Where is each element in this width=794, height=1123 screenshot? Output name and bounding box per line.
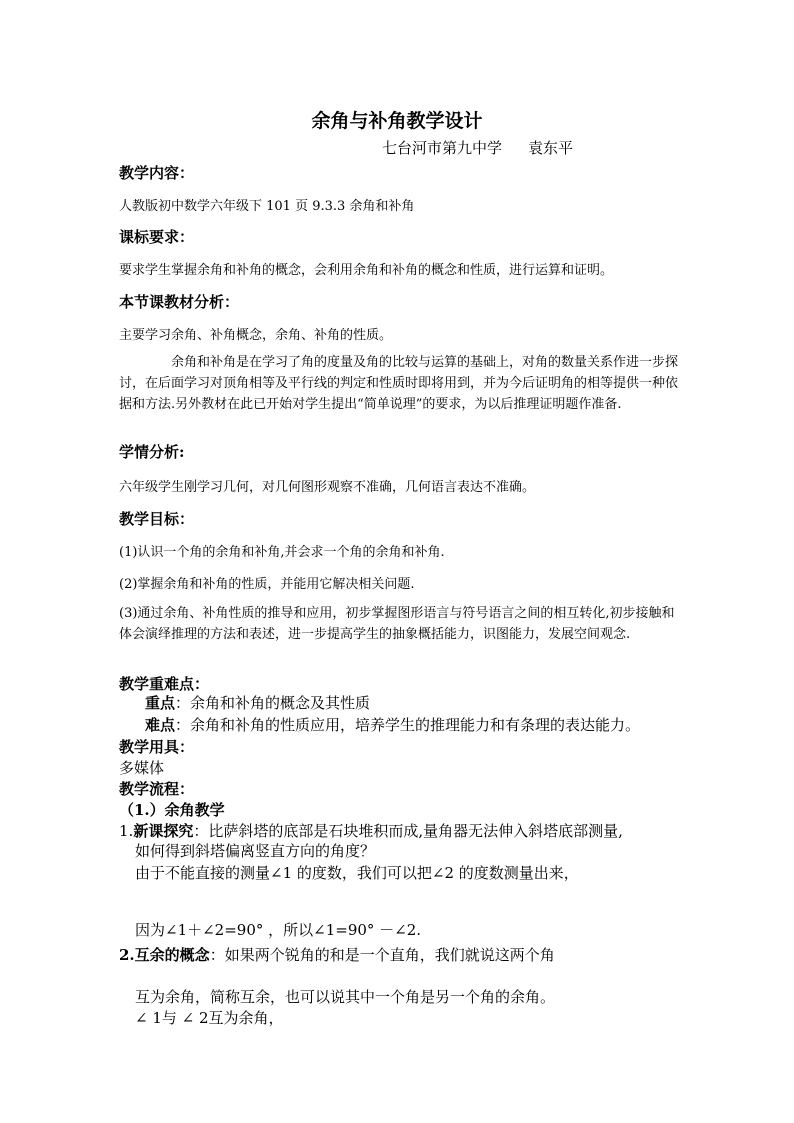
difficulty-point [145,714,640,735]
complement-label: 互余的概念 [134,946,210,964]
new-lesson-label: 新课探究 [133,822,194,840]
heading-tools: 教学用具： [119,738,195,756]
difficulty-text: ：余角和补角的性质应用，培养学生的推理能力和有条理的表达能力。 [175,716,641,734]
difficulty-label: 难点 [145,716,176,734]
goal-2: (2)掌握余角和补角的性质，并能用它解决相关问题. [119,577,415,592]
key-point-label: 重点 [145,694,176,712]
new-lesson-text-2: 如何得到斜塔偏离竖直方向的角度？ [135,842,376,860]
tools-text: 多媒体 [119,759,165,777]
goal-3: (3)通过余角、补角性质的推导和应用，初步掌握图形语言与符号语言之间的相互转化,初步接触和体会演绎推理的方法和表述，进一步提高学生的抽象概括能力，识图能力，发展空间观念. [119,606,675,642]
school-name: 七台河市第九中学 [382,139,503,157]
heading-analysis: 本节课教材分析： [119,293,240,311]
heading-learner: 学情分析: [119,443,185,461]
new-lesson-number: 1. [119,822,134,840]
author-name: 袁东平 [528,139,574,157]
content-text: 人教版初中数学六年级下 101 页 9.3.3 余角和补角 [119,199,415,214]
step1-heading: （1.）余角教学 [119,801,225,819]
complement-text-2: 互为余角，简称互余，也可以说其中一个角是另一个角的余角。 [135,988,556,1006]
new-lesson-text-3: 由于不能直接的测量∠1 的度数，我们可以把∠2 的度数测量出来， [135,864,579,882]
analysis-text-2: 余角和补角是在学习了角的度量及角的比较与运算的基础上，对角的数量关系作进一步探讨，在后面学习对顶角相等及平行线的判定和性质时即将用到，并为今后证明角的相等提供一种依据和方法.另外教材在此已开始对学生提出“简单说理”的要求，为以后推理证明题作准备. [119,355,679,412]
goal-1: (1)认识一个角的余角和补角,并会求一个角的余角和补角. [119,545,445,560]
learner-text: 六年级学生刚学习几何，对几何图形观察不准确，几何语言表达不准确。 [119,480,536,495]
standard-text: 要求学生掌握余角和补角的概念，会利用余角和补角的概念和性质，进行运算和证明。 [119,263,614,278]
new-lesson-text: ：比萨斜塔的底部是石块堆积而成,量角器无法伸入斜塔底部测量, [193,822,623,840]
heading-content: 教学内容： [119,164,195,182]
heading-key-points: 教学重难点： [119,675,210,693]
complement-text: ：如果两个锐角的和是一个直角，我们就说这两个角 [209,946,555,964]
heading-standard: 课标要求： [119,228,195,246]
heading-goals: 教学目标： [119,510,195,528]
key-point-text: ：余角和补角的概念及其性质 [175,694,371,712]
heading-process: 教学流程： [119,780,195,798]
complement-number: 2. [119,946,135,964]
complement-text-3: ∠ 1与 ∠ 2互为余角， [135,1009,284,1027]
key-point [145,692,370,713]
byline [382,137,573,158]
new-lesson-line [119,820,623,841]
page-title: 余角与补角教学设计 [311,110,483,132]
because-text: 因为∠1＋∠2=90° ，所以∠1=90° －∠2. [135,921,422,939]
complement-line [119,944,555,965]
analysis-text-1: 主要学习余角、补角概念，余角、补角的性质。 [119,328,393,343]
